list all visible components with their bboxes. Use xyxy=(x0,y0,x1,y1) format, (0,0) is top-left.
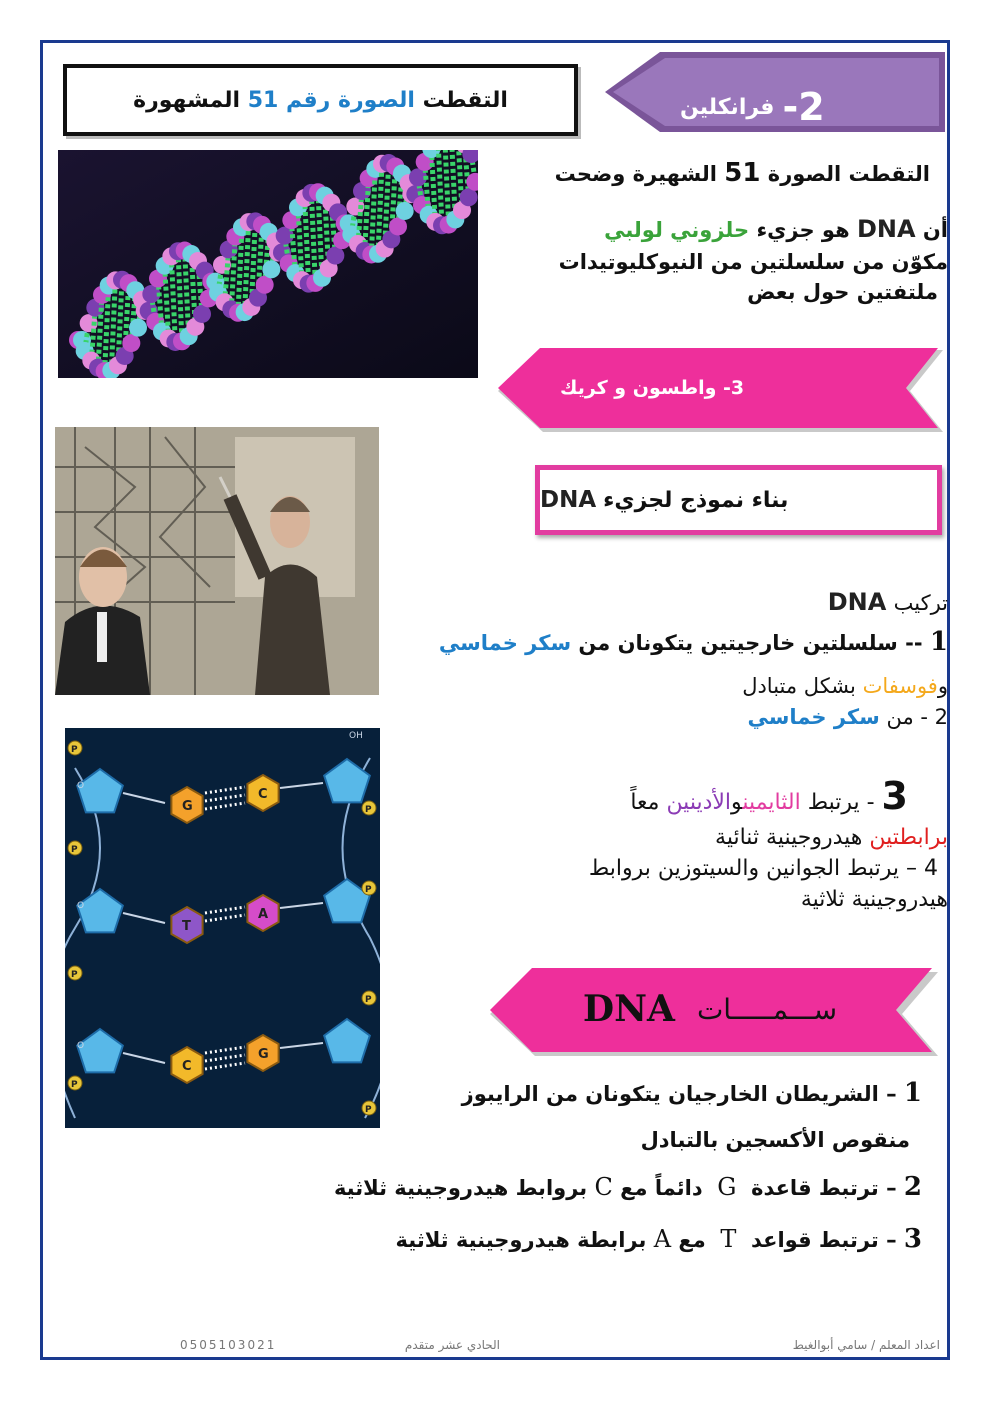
structure-item3-e: معاً xyxy=(630,790,660,815)
feature-2-c: C xyxy=(594,1173,613,1202)
svg-text:O: O xyxy=(77,901,85,911)
svg-text:P: P xyxy=(71,970,78,980)
feature-3-t: T xyxy=(720,1224,737,1253)
feature-2-a: – ترتبط قاعدة xyxy=(751,1176,897,1201)
structure-item3-b: الثايمين xyxy=(742,790,801,815)
feature-2-g: G xyxy=(717,1173,737,1202)
franklin-line1-b: الشهيرة وضحت xyxy=(554,162,717,186)
franklin-num: 2- xyxy=(782,85,825,129)
structure-heading-a: تركيب xyxy=(893,591,948,615)
svg-text:A: A xyxy=(258,907,269,922)
structure-item3-a: - يرتبط xyxy=(807,790,875,815)
dna-model-dna: DNA xyxy=(540,487,597,513)
features-list xyxy=(200,1075,922,1259)
svg-text:O: O xyxy=(77,1041,85,1051)
feature-3-c: برابطة هيدروجينية ثلاثية xyxy=(395,1227,647,1252)
franklin-line2 xyxy=(470,212,948,247)
title-part1: التقطت xyxy=(422,87,508,113)
franklin-para xyxy=(470,212,948,308)
structure-heading-dna: DNA xyxy=(827,588,887,616)
feature-2-d: بروابط هيدروجينية ثلاثية xyxy=(333,1176,588,1201)
structure-item3-d: الأدينين xyxy=(666,790,732,815)
structure-item3-bonds: برابطتين xyxy=(869,825,948,851)
footer-phone: 0505103021 xyxy=(180,1338,277,1352)
svg-text:G: G xyxy=(182,799,193,814)
structure-item4-line1: 4 – يرتبط الجوانين والسيتوزين بروابط xyxy=(588,855,938,881)
svg-text:OH: OH xyxy=(349,731,363,741)
features-dna: DNA xyxy=(582,988,675,1030)
structure-item2-b: سكر خماسي xyxy=(747,704,880,729)
structure-item1c-a: و xyxy=(937,674,948,699)
feature-2 xyxy=(200,1169,922,1207)
svg-text:T: T xyxy=(182,919,191,934)
title-num: 51 xyxy=(247,87,279,113)
franklin-label xyxy=(680,82,860,132)
franklin-line4: ملتفتين حول بعض xyxy=(747,280,938,305)
feature-2-b: دائماً مع xyxy=(620,1176,703,1201)
franklin-name: فرانكلين xyxy=(680,94,775,120)
feature-1-line2: منقوص الأكسجين بالتبادل xyxy=(640,1127,910,1152)
dna-model-box xyxy=(535,465,942,535)
structure-item3-line1 xyxy=(440,770,948,823)
structure-item1c-b: فوسفات xyxy=(862,674,938,699)
structure-item1-b: سكر خماسي xyxy=(438,630,572,655)
feature-3-A: A xyxy=(653,1224,672,1253)
title-box xyxy=(63,64,578,136)
structure-item3 xyxy=(440,770,948,916)
franklin-line1-a: التقطت الصورة xyxy=(767,162,930,186)
svg-text:C: C xyxy=(182,1059,192,1074)
franklin-text xyxy=(470,155,930,193)
footer-author: اعداد المعلم / سامي أبوالغيط xyxy=(792,1338,940,1352)
feature-2-num: 2 xyxy=(903,1172,922,1203)
watson-crick-photo xyxy=(55,427,379,695)
structure-item1-a: -- سلسلتين خارجيتين يتكونان من xyxy=(578,630,923,655)
feature-3-a: – ترتبط قواعد xyxy=(750,1227,897,1252)
feature-1-line1 xyxy=(200,1075,922,1113)
svg-text:P: P xyxy=(71,1080,78,1090)
features-title: ســـمـــــات xyxy=(696,992,838,1026)
feature-1-text: – الشريطان الخارجيان يتكونان من الرايبوز xyxy=(461,1082,897,1106)
svg-text:P: P xyxy=(365,995,372,1005)
footer-grade: الحادي عشر متقدم xyxy=(404,1338,500,1352)
feature-3-num: 3 xyxy=(903,1223,922,1254)
structure-item3-c: و xyxy=(731,790,743,815)
svg-text:G: G xyxy=(258,1047,269,1062)
franklin-line1-num: 51 xyxy=(724,158,761,188)
structure-item3-type: هيدروجينية ثنائية xyxy=(715,825,863,851)
svg-text:O: O xyxy=(77,781,85,791)
svg-text:C: C xyxy=(258,787,268,802)
structure-heading xyxy=(390,585,948,620)
structure-section xyxy=(390,585,948,732)
franklin-line3: مكوّن من سلسلتين من النيوكليوتيدات xyxy=(558,249,948,274)
svg-text:P: P xyxy=(71,745,78,755)
structure-item3-num: 3 xyxy=(881,774,908,818)
feature-3 xyxy=(200,1221,922,1259)
title-part2: الصورة رقم xyxy=(285,87,415,113)
svg-text:P: P xyxy=(71,845,78,855)
franklin-line2-dna: DNA xyxy=(856,215,916,243)
title-part3: المشهورة xyxy=(133,87,241,113)
svg-text:P: P xyxy=(365,1105,372,1115)
svg-text:P: P xyxy=(365,805,372,815)
franklin-line1 xyxy=(470,155,930,193)
structure-item1-num: 1 xyxy=(929,626,948,657)
franklin-line2-c: حلزوني لولبي xyxy=(604,218,750,242)
structure-item1-cont xyxy=(390,671,948,701)
franklin-line2-a: أن xyxy=(922,218,948,242)
structure-item1c-c: بشكل متبادل xyxy=(742,674,856,699)
structure-item1 xyxy=(390,624,948,662)
watson-crick-label: 3- واطسون و كريك xyxy=(560,377,745,399)
feature-3-b: مع xyxy=(678,1227,706,1252)
feature-1-num: 1 xyxy=(903,1078,922,1108)
features-label xyxy=(560,984,860,1034)
dna-helix-image xyxy=(58,150,478,378)
svg-text:P: P xyxy=(365,885,372,895)
franklin-line2-b: هو جزيء xyxy=(756,218,850,242)
structure-item2 xyxy=(390,702,948,732)
dna-model-text: بناء نموذج لجزيء xyxy=(603,487,789,513)
base-pairing-diagram xyxy=(65,728,380,1128)
structure-item2-a: 2 - من xyxy=(886,704,948,729)
structure-item4-line2: هيدروجينية ثلاثية xyxy=(800,886,948,912)
structure-item3-line2 xyxy=(440,823,948,854)
